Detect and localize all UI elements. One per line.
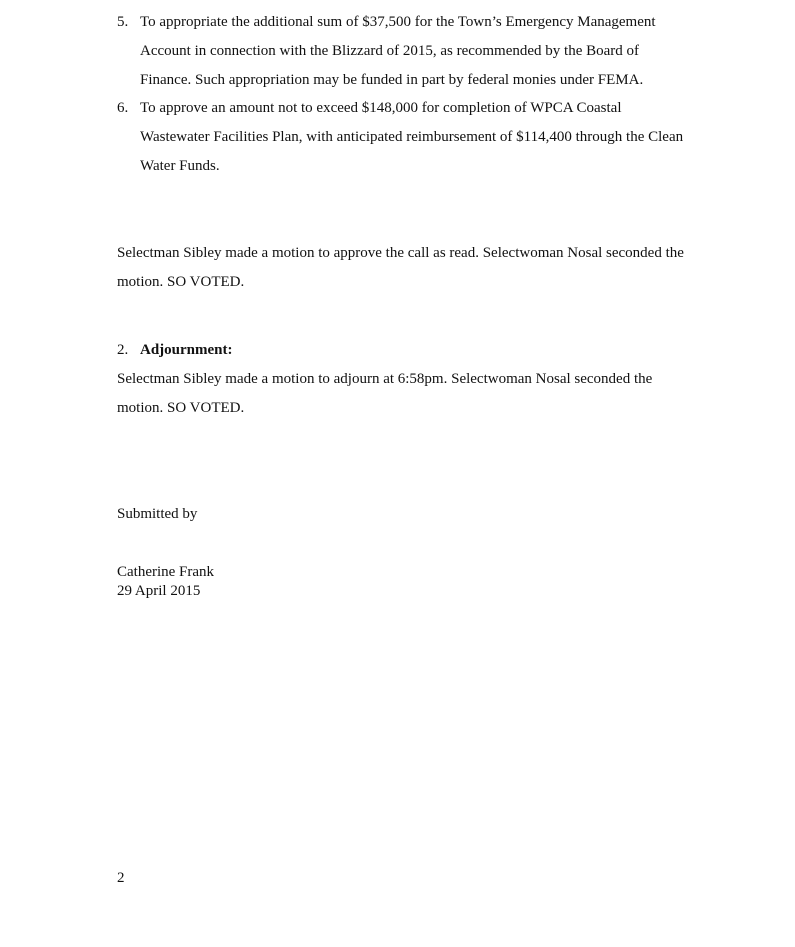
submission-date: 29 April 2015 (117, 583, 201, 599)
list-item-text: To appropriate the additional sum of $37,500 for the Town’s Emergency Management Account in connection with the Blizzard of 2015, as recommended by the Board of Finance. Such appropriation may be funded in part by federal monies under FEMA. (140, 14, 656, 88)
section-title: Adjournment: (140, 342, 233, 358)
submitted-by-label: Submitted by (117, 506, 198, 522)
list-item (117, 8, 687, 94)
section-number: 2. (117, 342, 129, 358)
list-item (117, 94, 687, 180)
list-item-number: 5. (117, 14, 129, 30)
list-item-number: 6. (117, 100, 129, 117)
page-number: 2 (117, 870, 125, 886)
author-name: Catherine Frank (117, 564, 215, 580)
list-item-text: To approve an amount not to exceed $148,000 for completion of WPCA Coastal Wastewater Facilities Plan, with anticipated reimbursement of $114,400 through the Clean Water Funds. (140, 100, 684, 174)
numbered-list (117, 8, 687, 181)
adjourn-motion-paragraph: Selectman Sibley made a motion to adjourn at 6:58pm. Selectwoman Nosal seconded the motion. SO VOTED. (117, 371, 653, 416)
section-heading (117, 336, 233, 365)
approve-motion-paragraph: Selectman Sibley made a motion to approve the call as read. Selectwoman Nosal seconded the motion. SO VOTED. (117, 245, 684, 290)
